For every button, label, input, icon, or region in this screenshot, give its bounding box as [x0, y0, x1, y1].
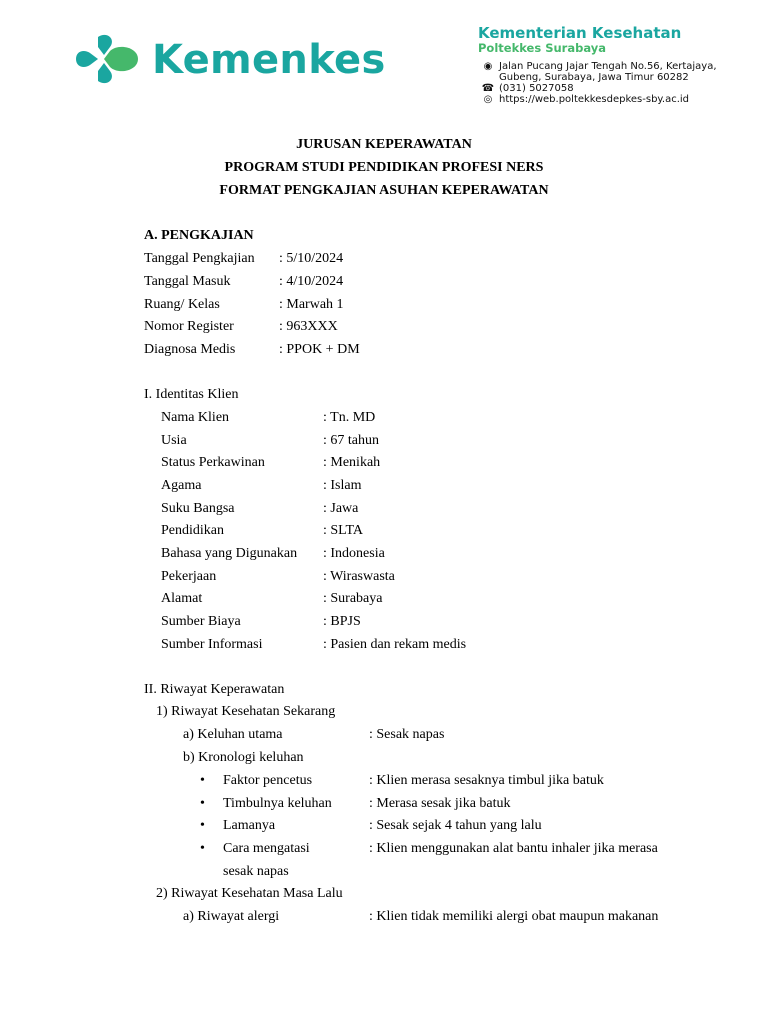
- kemenkes-logo-icon: [74, 33, 140, 85]
- field-value: : Indonesia: [323, 546, 385, 561]
- field-value: : Wiraswasta: [323, 569, 395, 584]
- field-label: Bahasa yang Digunakan: [161, 546, 298, 561]
- bullet-value: : Klien menggunakan alat bantu inhaler jika merasa: [369, 841, 658, 856]
- section-a-heading: A. PENGKAJIAN: [144, 228, 254, 243]
- riwayat-alergi-label: a) Riwayat alergi: [183, 909, 280, 924]
- field-label: Nomor Register: [144, 319, 234, 334]
- bullet-value: : Sesak sejak 4 tahun yang lalu: [369, 818, 542, 833]
- field-label: Sumber Biaya: [161, 614, 241, 629]
- org-sub: Poltekkes Surabaya: [478, 41, 606, 55]
- bullet-value: : Merasa sesak jika batuk: [369, 796, 511, 811]
- bullet-label: Faktor pencetus: [223, 773, 313, 788]
- field-label: Ruang/ Kelas: [144, 297, 220, 312]
- bullet-value: : Klien merasa sesaknya timbul jika batuk: [369, 773, 604, 788]
- field-value: : Tn. MD: [323, 410, 376, 425]
- field-label: Tanggal Masuk: [144, 274, 231, 289]
- address-line-1: Jalan Pucang Jajar Tengah No.56, Kertajaya,: [499, 61, 717, 72]
- title-department: JURUSAN KEPERAWATAN: [296, 137, 472, 152]
- contact-website: [481, 94, 689, 106]
- field-value: : Pasien dan rekam medis: [323, 637, 467, 652]
- field-label: Pekerjaan: [161, 569, 217, 584]
- riwayat-heading: II. Riwayat Keperawatan: [144, 682, 285, 697]
- field-value: : PPOK + DM: [279, 342, 360, 357]
- globe-icon: ◎: [483, 94, 493, 105]
- field-value: : Jawa: [323, 501, 359, 516]
- bullet-dot-icon: •: [200, 818, 205, 833]
- riwayat-alergi-value: : Klien tidak memiliki alergi obat maupun makanan: [369, 909, 659, 924]
- phone-number: (031) 5027058: [499, 83, 574, 94]
- field-value: : Surabaya: [323, 591, 383, 606]
- bullet-dot-icon: •: [200, 773, 205, 788]
- brand-wordmark: Kemenkes: [152, 37, 386, 83]
- bullet-label-continuation: sesak napas: [223, 864, 289, 879]
- field-value: : SLTA: [323, 523, 363, 538]
- field-label: Nama Klien: [161, 410, 230, 425]
- field-value: : Menikah: [323, 455, 381, 470]
- bullet-dot-icon: •: [200, 841, 205, 856]
- website-url[interactable]: https://web.poltekkesdepkes-sby.ac.id: [499, 94, 690, 105]
- keluhan-utama-value: : Sesak napas: [369, 727, 445, 742]
- field-value: : 4/10/2024: [279, 274, 344, 289]
- field-label: Pendidikan: [161, 523, 224, 538]
- field-value: : BPJS: [323, 614, 361, 629]
- phone-icon: ☎: [481, 83, 495, 94]
- field-value: : Marwah 1: [279, 297, 344, 312]
- title-program: PROGRAM STUDI PENDIDIKAN PROFESI NERS: [224, 160, 544, 175]
- bullet-label: Timbulnya keluhan: [223, 796, 332, 811]
- field-value: : 67 tahun: [323, 433, 379, 448]
- field-label: Diagnosa Medis: [144, 342, 236, 357]
- location-pin-icon: ◉: [483, 61, 493, 72]
- title-format: FORMAT PENGKAJIAN ASUHAN KEPERAWATAN: [219, 183, 549, 198]
- bullet-label: Cara mengatasi: [223, 841, 310, 856]
- field-label: Tanggal Pengkajian: [144, 251, 255, 266]
- field-label: Status Perkawinan: [161, 455, 265, 470]
- identitas-heading: I. Identitas Klien: [144, 387, 239, 402]
- address-line-2: Gubeng, Surabaya, Jawa Timur 60282: [499, 72, 689, 83]
- field-label: Usia: [161, 433, 187, 448]
- riwayat-sekarang-heading: 1) Riwayat Kesehatan Sekarang: [156, 704, 336, 719]
- keluhan-utama-label: a) Keluhan utama: [183, 727, 283, 742]
- field-label: Suku Bangsa: [161, 501, 235, 516]
- field-value: : 963XXX: [279, 319, 338, 334]
- field-label: Agama: [161, 478, 202, 493]
- bullet-label: Lamanya: [223, 818, 276, 833]
- bullet-dot-icon: •: [200, 796, 205, 811]
- field-label: Alamat: [161, 591, 203, 606]
- kronologi-label: b) Kronologi keluhan: [183, 750, 304, 765]
- field-label: Sumber Informasi: [161, 637, 263, 652]
- org-name: Kementerian Kesehatan: [478, 24, 682, 42]
- field-value: : Islam: [323, 478, 362, 493]
- field-value: : 5/10/2024: [279, 251, 344, 266]
- riwayat-masa-lalu-heading: 2) Riwayat Kesehatan Masa Lalu: [156, 886, 343, 901]
